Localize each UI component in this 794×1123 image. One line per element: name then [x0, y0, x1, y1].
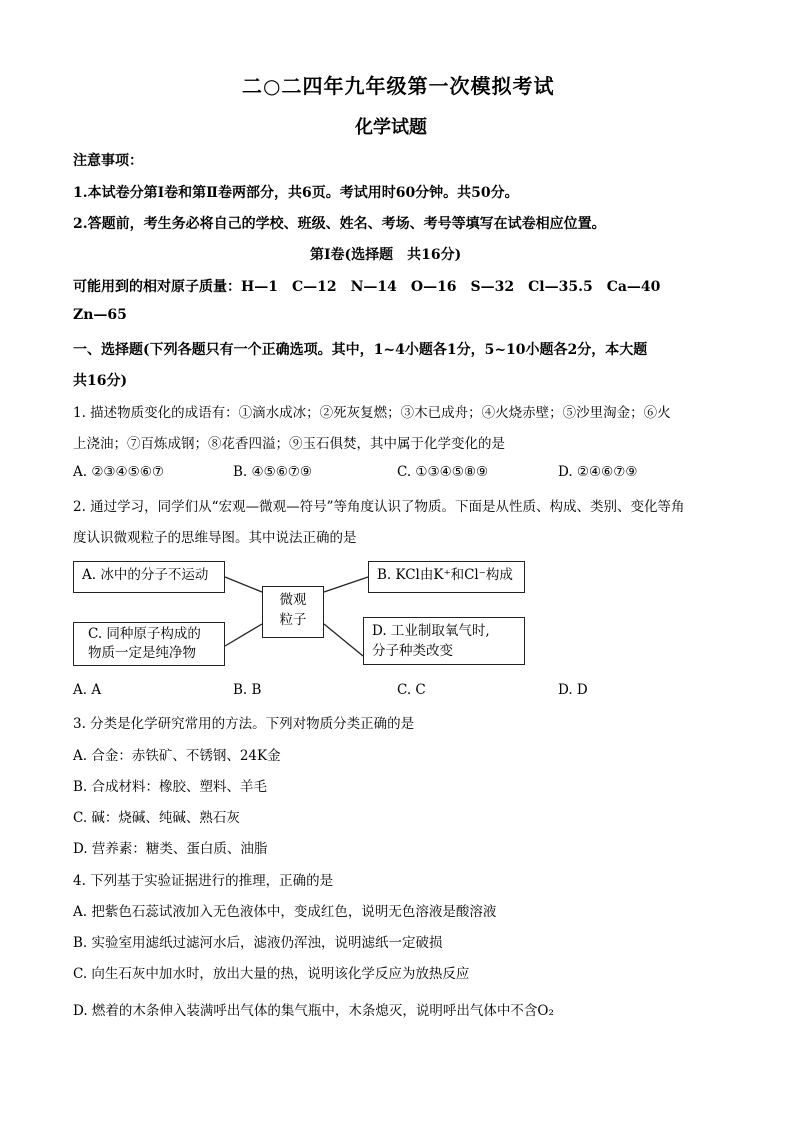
q2-option-d: D. D — [558, 682, 588, 698]
notes-heading: 注意事项： — [73, 153, 143, 169]
diagram-box-c-line-2: 物质一定是纯净物 — [88, 645, 196, 661]
q1-stem-line-1: 1. 描述物质变化的成语有：①滴水成冰；②死灰复燃；③木已成舟；④火烧赤壁；⑤沙里淘金；⑥火 — [73, 405, 671, 421]
q3-option-b: B. 合成材料：橡胶、塑料、羊毛 — [73, 779, 268, 795]
part-title-line-1: 一、选择题(下列各题只有一个正确选项。其中，1~4小题各1分，5~10小题各2分，本大题 — [73, 342, 648, 358]
q2-stem-line-1: 2. 通过学习，同学们从“宏观—微观—符号”等角度认识了物质。下面是从性质、构成、类别、变化等角 — [73, 499, 685, 515]
diagram-box-d — [363, 617, 525, 665]
connector-b — [324, 577, 368, 592]
diagram-box-b — [368, 561, 525, 593]
q2-option-b: B. B — [233, 682, 262, 698]
q2-option-c: C. C — [397, 682, 426, 698]
connector-c — [225, 624, 262, 646]
q1-option-a: A. ②③④⑤⑥⑦ — [73, 464, 164, 480]
q4-option-c: C. 向生石灰中加水时，放出大量的热，说明该化学反应为放热反应 — [73, 966, 470, 982]
q3-option-c: C. 碱：烧碱、纯碱、熟石灰 — [73, 810, 240, 826]
part-title-line-2: 共16分) — [73, 373, 128, 389]
atomic-mass-line-1: 可能用到的相对原子质量：H—1 C—12 N—14 O—16 S—32 Cl—35.5 Ca—40 — [73, 279, 661, 295]
subject-title: 化学试题 — [355, 117, 427, 138]
diagram-box-d-line-2: 分子种类改变 — [372, 643, 453, 659]
connector-a — [225, 577, 262, 592]
q2-option-a: A. A — [73, 682, 102, 698]
q1-option-c: C. ①③④⑤⑧⑨ — [397, 464, 489, 480]
diagram-box-a — [73, 561, 225, 593]
q4-option-b: B. 实验室用滤纸过滤河水后，滤液仍浑浊，说明滤纸一定破损 — [73, 935, 443, 951]
notes-item-1: 1.本试卷分第Ⅰ卷和第Ⅱ卷两部分，共6页。考试用时60分钟。共50分。 — [73, 185, 519, 201]
q1-option-d: D. ②④⑥⑦⑨ — [558, 464, 638, 480]
diagram-center-line-1: 微观 — [279, 592, 307, 608]
atomic-mass-line-2: Zn—65 — [73, 307, 127, 323]
q3-stem: 3. 分类是化学研究常用的方法。下列对物质分类正确的是 — [73, 716, 415, 732]
diagram-box-b-text: B. KCl由K⁺和Cl⁻构成 — [377, 567, 513, 583]
q4-stem: 4. 下列基于实验证据进行的推理，正确的是 — [73, 873, 334, 889]
q2-stem-line-2: 度认识微观粒子的思维导图。其中说法正确的是 — [73, 530, 357, 546]
q4-option-d: D. 燃着的木条伸入装满呼出气体的集气瓶中，木条熄灭，说明呼出气体中不含O₂ — [73, 1003, 554, 1019]
diagram-center — [262, 586, 324, 638]
diagram-box-a-text: A. 冰中的分子不运动 — [82, 567, 209, 583]
connector-d — [324, 624, 363, 656]
section-title: 第Ⅰ卷(选择题 共16分) — [310, 247, 462, 263]
diagram-box-c — [73, 622, 225, 666]
q3-option-a: A. 合金：赤铁矿、不锈钢、24K金 — [73, 748, 281, 764]
diagram-box-d-line-1: D. 工业制取氧气时, — [372, 623, 490, 639]
q3-option-d: D. 营养素：糖类、蛋白质、油脂 — [73, 841, 268, 857]
notes-item-2: 2.答题前，考生务必将自己的学校、班级、姓名、考场、考号等填写在试卷相应位置。 — [73, 216, 606, 232]
q4-option-a: A. 把紫色石蕊试液加入无色液体中，变成红色，说明无色溶液是酸溶液 — [73, 904, 497, 920]
diagram-center-line-2: 粒子 — [279, 612, 307, 628]
q1-option-b: B. ④⑤⑥⑦⑨ — [233, 464, 313, 480]
q1-stem-line-2: 上浇油；⑦百炼成钢；⑧花香四溢；⑨玉石俱焚，其中属于化学变化的是 — [73, 436, 505, 452]
diagram-box-c-line-1: C. 同种原子构成的 — [88, 626, 201, 642]
exam-title: 二○二四年九年级第一次模拟考试 — [242, 74, 555, 98]
